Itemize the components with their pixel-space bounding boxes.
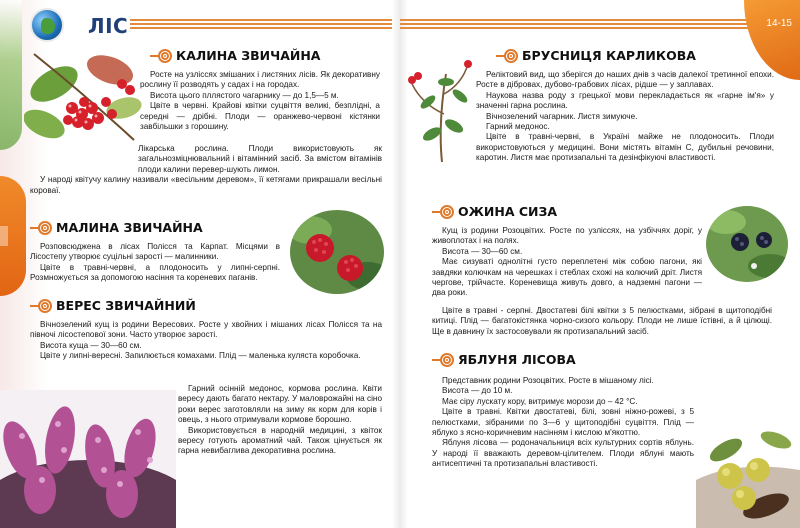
brusnytsia-heading	[496, 48, 696, 63]
target-icon	[432, 353, 452, 367]
kalyna-heading	[150, 48, 320, 63]
globe-icon	[30, 8, 64, 42]
ozhyna-heading	[432, 204, 557, 219]
kalyna-p5: У народі квітучу калину називали «весільним деревом», її кетягами прикрашали весільні короваї.	[30, 175, 382, 195]
header-stripes-right	[400, 19, 752, 29]
veres-p5: Використовується в народній медицині, з квіток вересу готують ароматний чай. Також цінується як гарна невибаглива декоративна рослина.	[178, 425, 382, 456]
kalyna-photo	[24, 44, 144, 148]
brusnytsia-text	[476, 70, 774, 164]
ozhyna-p2: Висота — 30—60 см.	[442, 246, 523, 256]
veres-p1: Вічнозелений кущ із родини Вересових. Росте у хвойних і мішаних лісах Полісся та на півночі лісостепової зони. Часто утворює зарості.	[30, 320, 382, 340]
ozhyna-text-full	[432, 306, 772, 337]
veres-p3: Цвіте у липні-вересні. Запилюється комахами. Плід — маленька кулястa коробочка.	[40, 351, 361, 361]
brusnytsia-p2: Наукова назва роду з грецької мови перекладається як «гарне ім'я» у значенні гарна рослина.	[476, 90, 774, 111]
yabliunia-p3: Має сіру лускату кору, витримує морози до – 42 °С.	[442, 396, 638, 406]
kalyna-p4: Лікарська рослина. Плоди використовують як загальнозміцнювальний і вітамінний засіб. За вмістом вітамінів плоди калини перевер-шують лимон.	[138, 144, 382, 174]
malyna-heading	[30, 220, 203, 235]
brusnytsia-title: БРУСНИЦЯ КАРЛИКОВА	[522, 48, 696, 63]
ozhyna-p1: Кущ із родини Розоцвітих. Росте по узліссях, на узбіччях доріг, у живоплотах і на полях.	[432, 226, 702, 246]
page-numbers: 14-15	[766, 18, 792, 29]
ozhyna-illustration	[706, 206, 788, 282]
ozhyna-text	[432, 226, 702, 299]
target-icon	[30, 221, 50, 235]
yabliunia-title: ЯБЛУНЯ ЛІСОВА	[458, 352, 576, 367]
left-orange-accent	[0, 176, 26, 296]
green-side-decoration	[0, 0, 22, 150]
brusnytsia-p1: Реліктовий вид, що зберігся до наших днів з часів далекої третинної епохи. Росте в дібровах, дубово-грабових лісах, рідше — у заплавах.	[476, 70, 774, 90]
veres-text-right	[178, 384, 382, 457]
yabliunia-p2: Висота — до 10 м.	[442, 386, 513, 396]
yabliunia-heading	[432, 352, 576, 367]
ozhyna-p3: Має сизуваті однолітні густо переплетені між собою пагони, які завдяки колючкам на черешках і стеблах схожі на колючий дріт. Листя чергове, трійчасте. Кореневища живуть довго, а надземні пагони — два роки.	[432, 257, 702, 298]
target-icon	[30, 299, 50, 313]
ozhyna-p4: Цвіте в травні - серпні. Двостатеві білі квітки з 5 пелюстками, зібрані в щитоподібні китиці. Плід — багатокістянка чорно-сизого кольору. Плоди не лише їстівні, а й цілющі. Ще в давнину їх застосовували як протизапальний засіб.	[432, 306, 772, 336]
target-icon	[496, 49, 516, 63]
ozhyna-title: ОЖИНА СИЗА	[458, 204, 558, 219]
malyna-illustration	[290, 210, 384, 294]
yabliunia-p1: Представник родини Розоцвітих. Росте в мішаному лісі.	[442, 376, 654, 385]
yabliunia-illustration	[696, 420, 800, 528]
veres-text	[30, 320, 382, 362]
header-stripes-left	[130, 19, 392, 29]
veres-title: ВЕРЕС ЗВИЧАЙНИЙ	[56, 298, 196, 313]
yabliunia-p4: Цвіте в травні. Квітки двостатеві, білі, зовні ніжно-рожеві, з 5 пелюстками, зібраними по 3—6 у щитоподібні суцвіття. Плід — яблуко з ясно-коричневим насінням і кислою м'якоттю.	[432, 407, 694, 438]
malyna-title: МАЛИНА ЗВИЧАЙНА	[56, 220, 203, 235]
veres-heading	[30, 298, 196, 313]
kalyna-p3: Цвіте в червні. Крайові квітки суцвіття великі, безплідні, а середні — дрібні. Плоди — оранжево-червоні кістянки завбільшки з горошину.	[140, 101, 380, 132]
kalyna-text	[140, 70, 380, 132]
ozhyna-photo	[706, 206, 788, 282]
brusnytsia-p3: Вічнозелений чагарник. Листя зимуюче.	[486, 111, 638, 121]
veres-illustration	[0, 390, 176, 528]
yabliunia-text	[432, 376, 694, 470]
brusnytsia-p4: Гарний медонос.	[486, 122, 550, 132]
kalyna-title: КАЛИНА ЗВИЧАЙНА	[176, 48, 321, 63]
brusnytsia-p5: Цвіте в травні-червні, в Україні майже не плодоносить. Плоди використовуються у медицині. Вони містять вітамін С, дубильні речовини, каротин. Листя має протизапальні та дезінфікуючі властивості.	[476, 132, 774, 163]
kalyna-p2: Висота цього пллястого чагарнику — до 1,5—5 м.	[150, 90, 339, 100]
kalyna-p1: Росте на узліссях змішаних і листяних лісів. Як декоративну рослину її розводять у садах і на городах.	[140, 70, 380, 90]
veres-photo	[0, 390, 176, 528]
malyna-photo	[290, 210, 384, 294]
malyna-p2: Цвіте в травні-червні, а плодоносить у липні-серпні. Розмножується за допомогою насіння та кореневих паганів.	[30, 262, 280, 283]
brusnytsia-illustration	[402, 54, 476, 164]
veres-p4: Гарний осінній медонос, кормова рослина. Квіти вересу дають багато нектару. У маловрожайні на сіно роки верес заготовляли на зиму як корм для корів і овець, з нього отримували кормове борошно.	[178, 384, 382, 425]
kalyna-text-full	[30, 144, 382, 196]
section-title: ЛІС	[88, 14, 129, 38]
malyna-p1: Розповсюджена в лісах Полісся та Карпат. Місцями в Лісостепу утворює суцільні зарості — малинники.	[30, 242, 280, 262]
malyna-text	[30, 242, 280, 284]
veres-p2: Висота куща — 30—60 см.	[40, 340, 142, 350]
yabliunia-photo	[696, 420, 800, 528]
yabliunia-p5: Яблуня лісова — родоначальниця всіх культурних сортів яблунь. У народі її вважають деревом-цілителем. Плоди яблуні мають антисептичні та протизапальні властивості.	[432, 438, 694, 469]
target-icon	[150, 49, 170, 63]
kalyna-illustration	[24, 44, 144, 148]
brusnytsia-photo	[402, 54, 476, 164]
target-icon	[432, 205, 452, 219]
